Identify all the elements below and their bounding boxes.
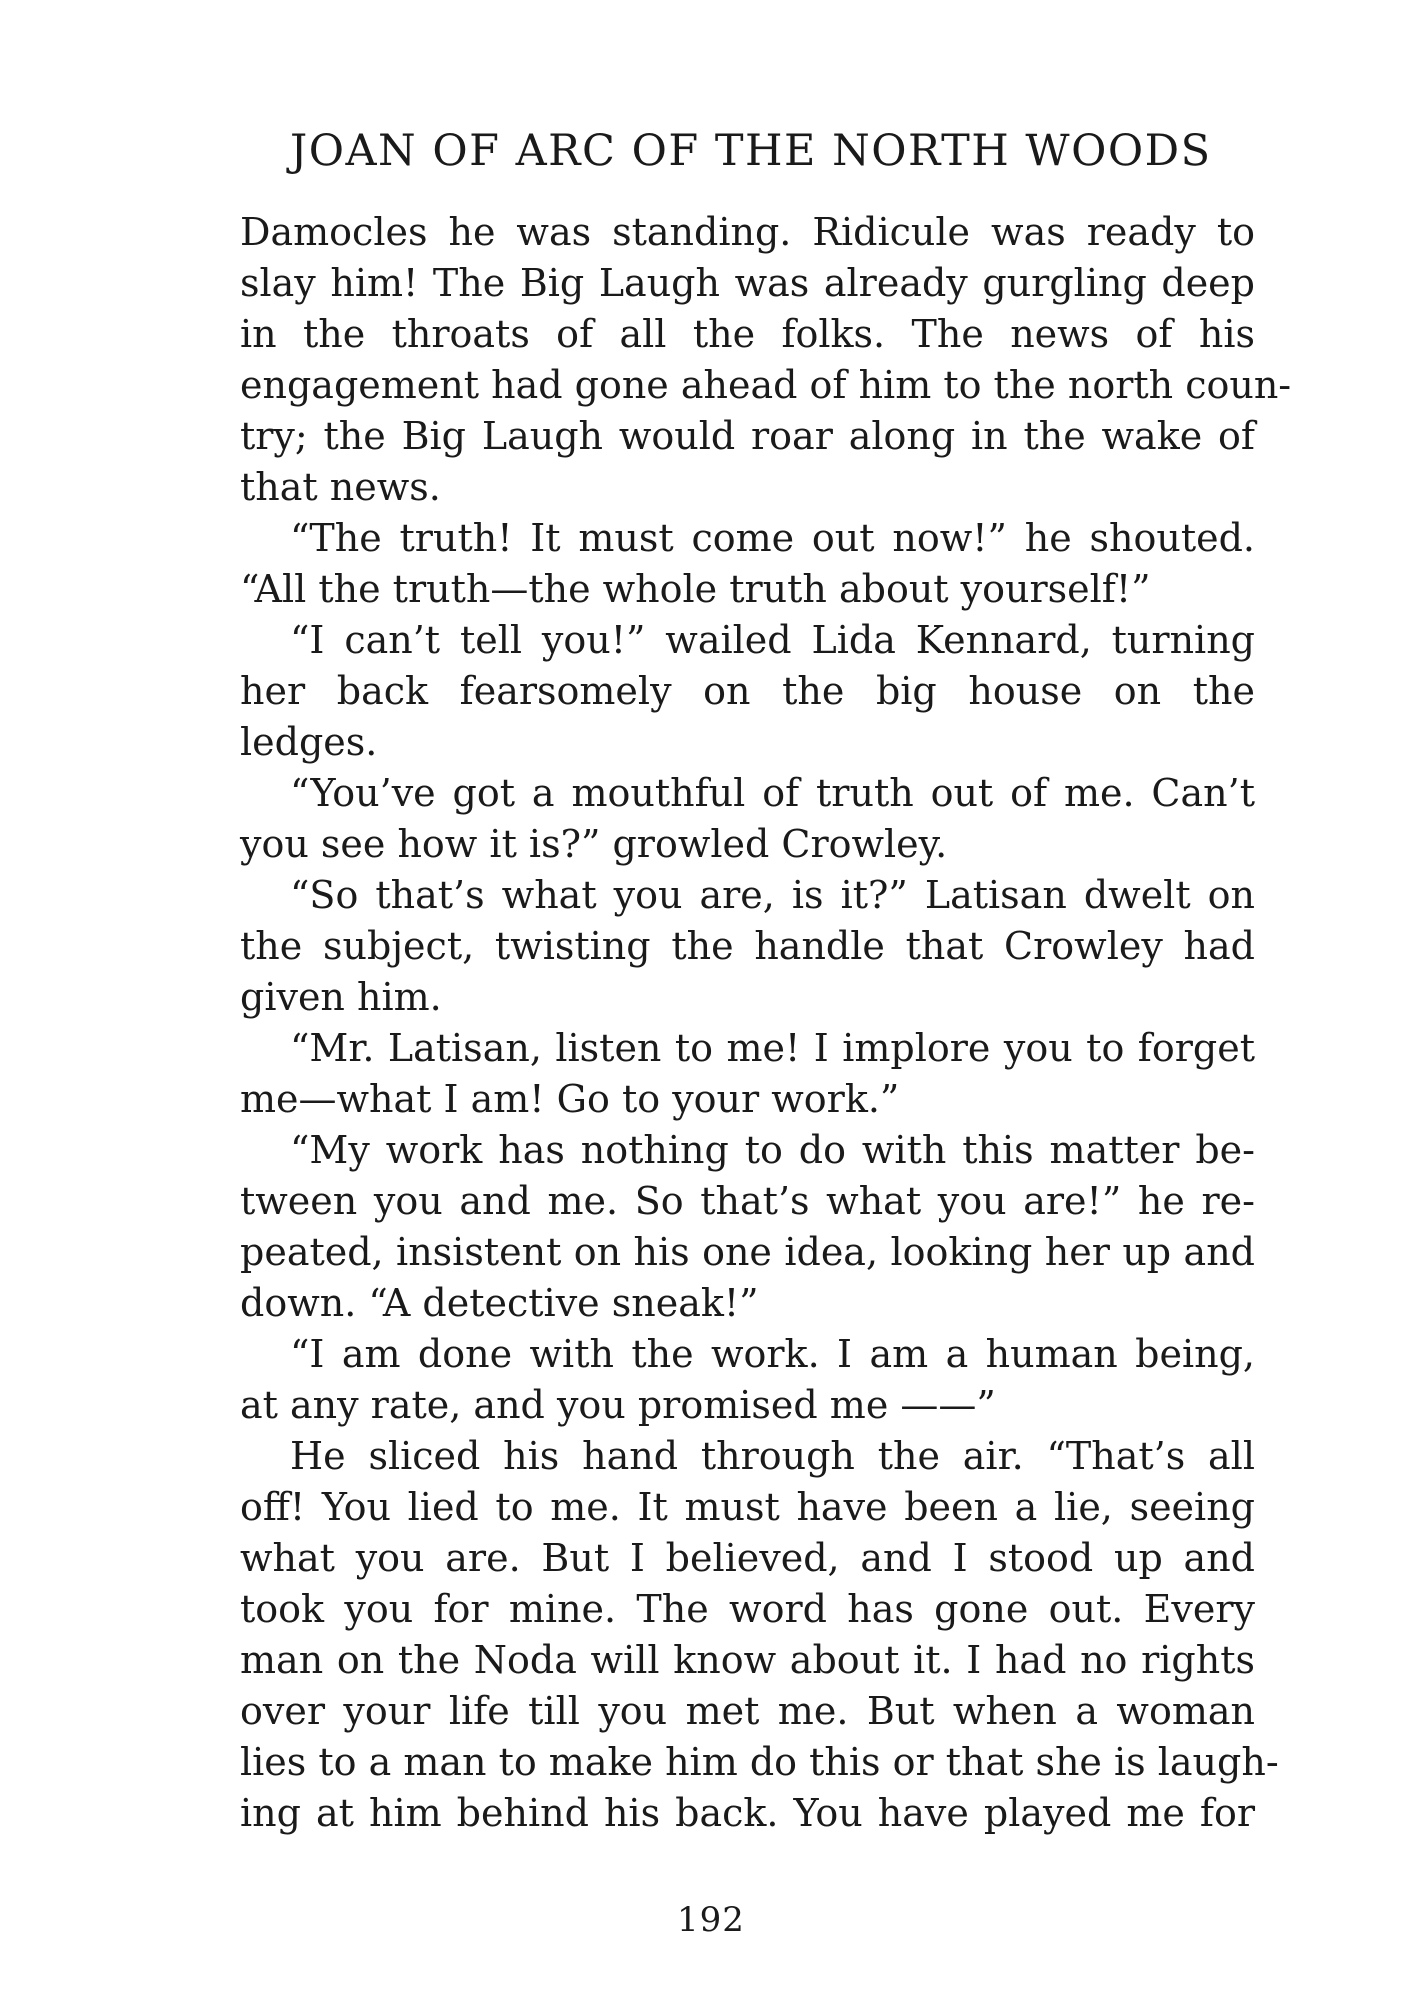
text-line: down. “A detective sneak!”	[240, 1281, 759, 1325]
body-text	[240, 207, 1292, 1839]
text-line: ing at him behind his back. You have played me for	[240, 1791, 1255, 1835]
text-line: me—what I am! Go to your work.”	[240, 1077, 900, 1121]
text-line: man on the Noda will know about it. I had no rights	[240, 1638, 1255, 1682]
text-line: over your life till you met me. But when a woman	[240, 1689, 1255, 1733]
text-line: tween you and me. So that’s what you are!” he re-	[240, 1179, 1255, 1223]
text-line: “I can’t tell you!” wailed Lida Kennard, turning	[290, 618, 1255, 662]
text-line: engagement had gone ahead of him to the north coun-	[240, 363, 1292, 407]
text-line: peated, insistent on his one idea, looking her up and	[240, 1230, 1255, 1274]
text-line: took you for mine. The word has gone out. Every	[240, 1587, 1255, 1631]
text-line: “I am done with the work. I am a human being,	[290, 1332, 1255, 1376]
text-line: what you are. But I believed, and I stood up and	[240, 1536, 1255, 1580]
text-line: “My work has nothing to do with this matter be-	[290, 1128, 1255, 1172]
text-line: ledges.	[240, 720, 378, 764]
text-line: given him.	[240, 975, 442, 1019]
text-line: “So that’s what you are, is it?” Latisan dwelt on	[290, 873, 1255, 917]
text-line: in the throats of all the folks. The news of his	[240, 312, 1255, 356]
text-line: try; the Big Laugh would roar along in the wake of	[240, 414, 1255, 458]
text-line: slay him! The Big Laugh was already gurgling deep	[240, 261, 1255, 305]
running-head: JOAN OF ARC OF THE NORTH WOODS	[290, 126, 1212, 176]
text-line: “All the truth—the whole truth about yourself!”	[240, 567, 1151, 611]
text-line: that news.	[240, 465, 441, 509]
text-line: lies to a man to make him do this or that she is laugh-	[240, 1740, 1279, 1784]
text-line: Damocles he was standing. Ridicule was ready to	[240, 210, 1255, 254]
text-line: the subject, twisting the handle that Crowley had	[240, 924, 1255, 968]
text-line: “Mr. Latisan, listen to me! I implore you to forget	[290, 1026, 1255, 1070]
text-line: at any rate, and you promised me ——”	[240, 1383, 996, 1427]
text-line: “You’ve got a mouthful of truth out of me. Can’t	[290, 771, 1255, 815]
text-line: you see how it is?” growled Crowley.	[240, 822, 948, 866]
page-number: 192	[677, 1900, 745, 1940]
text-line: off! You lied to me. It must have been a lie, seeing	[240, 1485, 1255, 1529]
text-line: He sliced his hand through the air. “That’s all	[290, 1434, 1255, 1478]
text-line: her back fearsomely on the big house on the	[240, 669, 1255, 713]
text-line: “The truth! It must come out now!” he shouted.	[290, 516, 1255, 560]
